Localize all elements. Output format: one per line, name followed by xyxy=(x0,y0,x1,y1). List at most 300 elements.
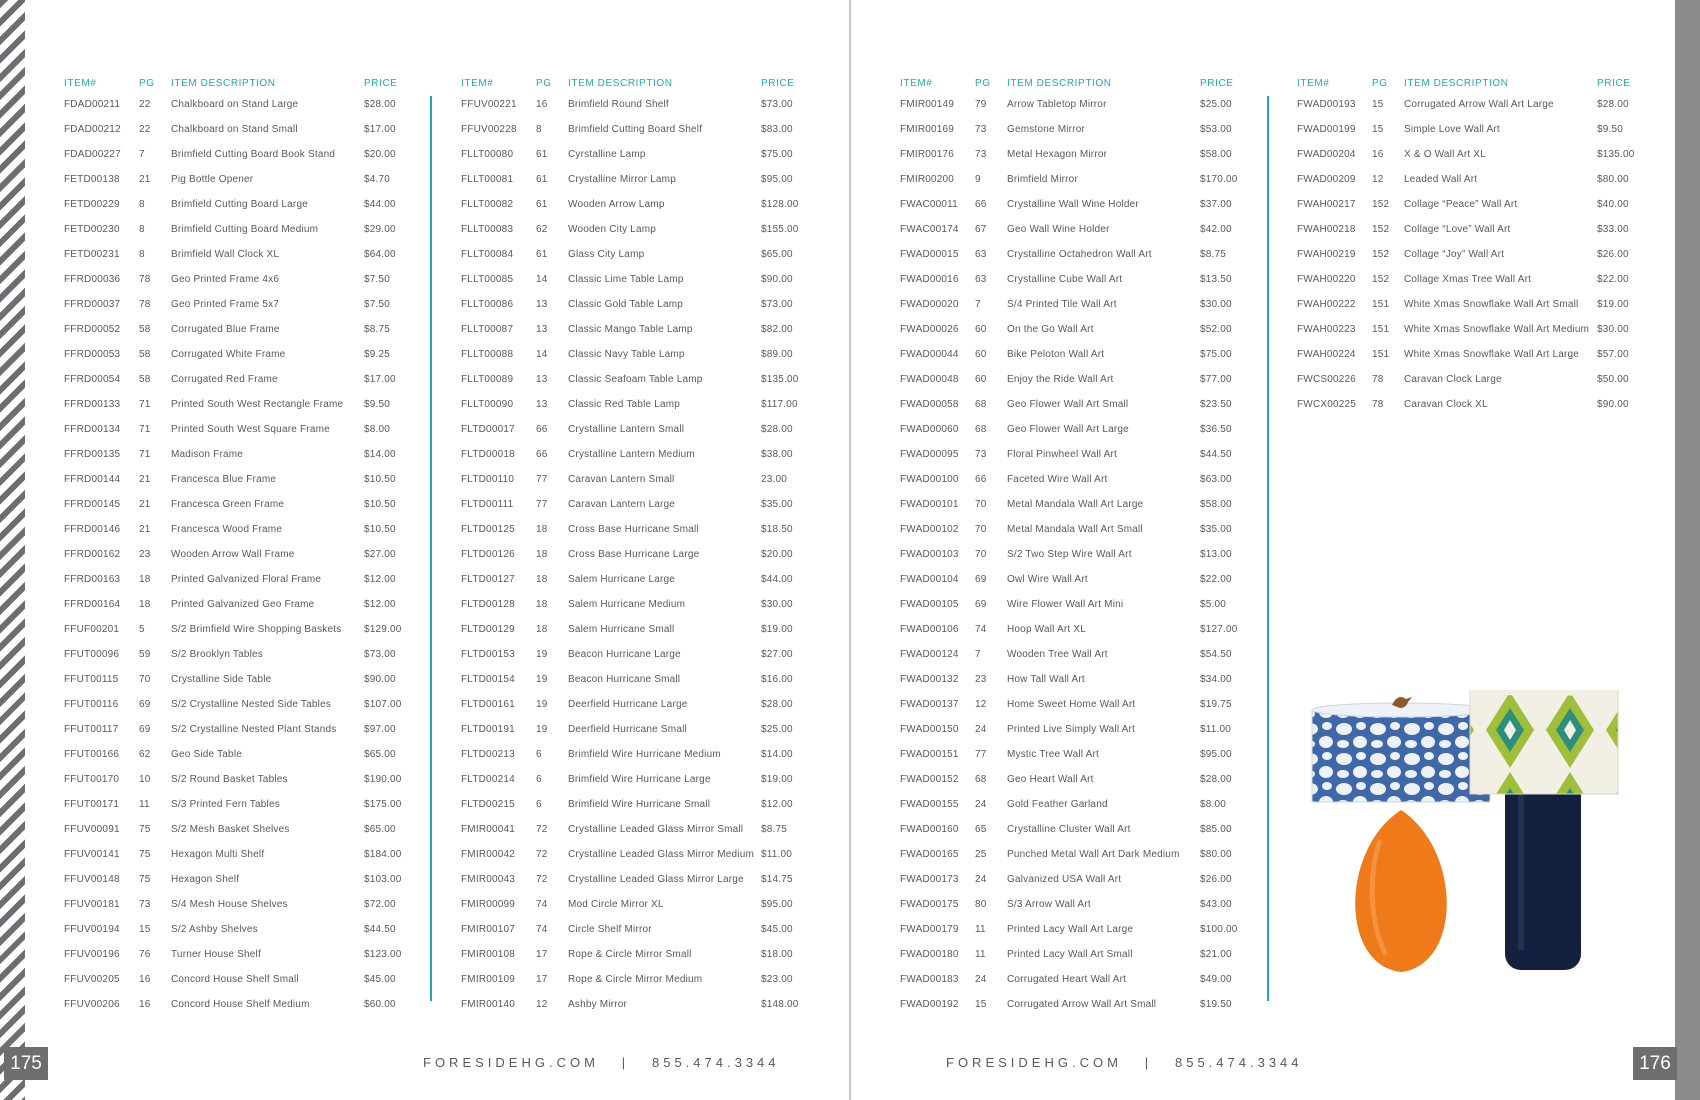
item-description: Geo Wall Wine Holder xyxy=(1007,224,1110,235)
page-ref: 13 xyxy=(536,299,548,310)
item-price: $30.00 xyxy=(1200,299,1232,310)
item-description: Geo Heart Wall Art xyxy=(1007,774,1094,785)
item-description: Wooden Tree Wall Art xyxy=(1007,649,1108,660)
item-number: FLLT00083 xyxy=(461,224,514,235)
table-row xyxy=(900,492,1255,517)
item-description: S/2 Two Step Wire Wall Art xyxy=(1007,549,1132,560)
item-price: $28.00 xyxy=(761,699,793,710)
item-price: $148.00 xyxy=(761,999,799,1010)
item-price: $54.50 xyxy=(1200,649,1232,660)
item-description: Metal Mandala Wall Art Large xyxy=(1007,499,1144,510)
item-description: Cross Base Hurricane Large xyxy=(568,549,700,560)
item-number: FWAH00219 xyxy=(1297,249,1356,260)
item-price: $19.00 xyxy=(761,774,793,785)
table-row xyxy=(461,867,816,892)
table-row xyxy=(900,292,1255,317)
page-ref: 6 xyxy=(536,799,542,810)
item-number: FLLT00086 xyxy=(461,299,514,310)
page-ref: 72 xyxy=(536,874,548,885)
item-number: FLTD00129 xyxy=(461,624,515,635)
item-price: $28.00 xyxy=(761,424,793,435)
table-row xyxy=(900,717,1255,742)
table-row xyxy=(900,342,1255,367)
item-number: FLLT00088 xyxy=(461,349,514,360)
item-description: Chalkboard on Stand Small xyxy=(171,124,298,135)
item-number: FWAH00224 xyxy=(1297,349,1356,360)
item-number: FFUT00115 xyxy=(64,674,119,685)
item-number: FWAD00106 xyxy=(900,624,959,635)
item-price: $8.00 xyxy=(1200,799,1227,810)
table-row xyxy=(900,367,1255,392)
page-ref: 6 xyxy=(536,749,542,760)
item-description: Caravan Clock Large xyxy=(1404,374,1502,385)
column-divider xyxy=(1267,96,1269,1001)
table-row xyxy=(461,217,816,242)
item-price: $8.75 xyxy=(364,324,391,335)
page-ref: 74 xyxy=(536,924,548,935)
item-description: Deerfield Hurricane Large xyxy=(568,699,688,710)
header-desc: ITEM DESCRIPTION xyxy=(1007,77,1112,89)
item-description: Madison Frame xyxy=(171,449,244,460)
item-description: S/2 Brooklyn Tables xyxy=(171,649,263,660)
item-description: Collage “Joy” Wall Art xyxy=(1404,249,1505,260)
item-description: Caravan Lantern Small xyxy=(568,474,675,485)
page-ref: 17 xyxy=(536,974,548,985)
table-row xyxy=(1297,167,1652,192)
item-price: $75.00 xyxy=(761,149,793,160)
page-ref: 70 xyxy=(975,524,987,535)
item-number: FFRD00133 xyxy=(64,399,121,410)
item-price: $45.00 xyxy=(364,974,396,985)
item-description: Crystalline Cluster Wall Art xyxy=(1007,824,1131,835)
table-row xyxy=(1297,217,1652,242)
item-price: $44.50 xyxy=(1200,449,1232,460)
item-description: Bike Peloton Wall Art xyxy=(1007,349,1105,360)
item-price: $9.25 xyxy=(364,349,391,360)
page-ref: 59 xyxy=(139,649,151,660)
table-row xyxy=(64,367,419,392)
item-number: FWAD00150 xyxy=(900,724,959,735)
item-description: S/2 Round Basket Tables xyxy=(171,774,288,785)
page-ref: 25 xyxy=(975,849,987,860)
item-description: Crystalline Mirror Lamp xyxy=(568,174,676,185)
table-row xyxy=(1297,142,1652,167)
table-row xyxy=(900,842,1255,867)
page-ref: 61 xyxy=(536,149,548,160)
item-description: Brimfield Wire Hurricane Large xyxy=(568,774,711,785)
item-description: Classic Mango Table Lamp xyxy=(568,324,693,335)
item-description: Geo Flower Wall Art Small xyxy=(1007,399,1129,410)
item-price: $44.50 xyxy=(364,924,396,935)
item-description: Printed Galvanized Floral Frame xyxy=(171,574,322,585)
table-row xyxy=(64,917,419,942)
item-description: S/2 Crystalline Nested Plant Stands xyxy=(171,724,337,735)
table-row xyxy=(64,417,419,442)
item-number: FLTD00126 xyxy=(461,549,515,560)
page-ref: 18 xyxy=(536,574,548,585)
page-ref: 13 xyxy=(536,324,548,335)
item-price: $12.00 xyxy=(364,599,396,610)
page-ref: 6 xyxy=(536,774,542,785)
table-row xyxy=(64,392,419,417)
header-pg: PG xyxy=(1372,77,1388,89)
table-row xyxy=(64,142,419,167)
item-number: FDAD00227 xyxy=(64,149,121,160)
page-ref: 62 xyxy=(536,224,548,235)
page-ref: 15 xyxy=(1372,99,1384,110)
item-description: Printed Galvanized Geo Frame xyxy=(171,599,315,610)
item-price: $22.00 xyxy=(1200,574,1232,585)
item-number: FFRD00146 xyxy=(64,524,121,535)
table-row xyxy=(900,567,1255,592)
item-description: Metal Mandala Wall Art Small xyxy=(1007,524,1143,535)
page-ref: 22 xyxy=(139,99,151,110)
item-price: $13.50 xyxy=(1200,274,1232,285)
item-price: $19.50 xyxy=(1200,999,1232,1010)
item-description: Crystalline Lantern Medium xyxy=(568,449,695,460)
page-ref: 11 xyxy=(975,949,986,960)
item-price: $19.00 xyxy=(1597,299,1629,310)
table-row xyxy=(900,542,1255,567)
orange-lamp xyxy=(1312,697,1490,972)
table-row xyxy=(64,442,419,467)
item-price: $75.00 xyxy=(1200,349,1232,360)
page-ref: 80 xyxy=(975,899,987,910)
item-description: S/2 Brimfield Wire Shopping Baskets xyxy=(171,624,342,635)
footer-website: FORESIDEHG.COM xyxy=(423,1055,599,1070)
page-ref: 58 xyxy=(139,349,151,360)
item-number: FWAD00204 xyxy=(1297,149,1356,160)
item-description: Crystalline Leaded Glass Mirror Small xyxy=(568,824,744,835)
item-description: S/2 Crystalline Nested Side Tables xyxy=(171,699,332,710)
item-price: $23.00 xyxy=(761,974,793,985)
item-number: FLTD00128 xyxy=(461,599,515,610)
page-ref: 23 xyxy=(139,549,151,560)
page-ref: 8 xyxy=(139,249,145,260)
column-divider xyxy=(430,96,432,1001)
item-price: $17.00 xyxy=(364,374,396,385)
item-description: Crystalline Leaded Glass Mirror Large xyxy=(568,874,744,885)
item-number: FFUV00181 xyxy=(64,899,120,910)
item-number: FWAD00152 xyxy=(900,774,959,785)
item-number: FLLT00085 xyxy=(461,274,514,285)
header-item: ITEM# xyxy=(900,77,933,89)
item-description: Arrow Tabletop Mirror xyxy=(1007,99,1107,110)
page-ref: 69 xyxy=(139,724,151,735)
page-ref: 5 xyxy=(139,624,145,635)
table-row xyxy=(64,592,419,617)
table-row xyxy=(461,92,816,117)
page-ref: 13 xyxy=(536,399,548,410)
item-number: FWAD00155 xyxy=(900,799,959,810)
table-row xyxy=(900,667,1255,692)
item-price: $190.00 xyxy=(364,774,402,785)
table-row xyxy=(461,242,816,267)
item-number: FLTD00018 xyxy=(461,449,515,460)
table-row xyxy=(1297,117,1652,142)
item-price: $128.00 xyxy=(761,199,799,210)
item-number: FDAD00211 xyxy=(64,99,121,110)
item-price: $155.00 xyxy=(761,224,799,235)
page-ref: 65 xyxy=(975,824,987,835)
item-price: $10.50 xyxy=(364,474,396,485)
item-price: $127.00 xyxy=(1200,624,1238,635)
column-header xyxy=(900,75,1255,91)
item-price: $25.00 xyxy=(1200,99,1232,110)
item-description: Gold Feather Garland xyxy=(1007,799,1108,810)
table-row xyxy=(1297,317,1652,342)
item-description: Collage “Peace” Wall Art xyxy=(1404,199,1518,210)
item-number: FMIR00099 xyxy=(461,899,516,910)
header-price: PRICE xyxy=(364,77,398,89)
page-ref: 18 xyxy=(536,599,548,610)
item-price: $45.00 xyxy=(761,924,793,935)
page-ref: 14 xyxy=(536,274,548,285)
item-description: Crystalline Lantern Small xyxy=(568,424,685,435)
item-price: $90.00 xyxy=(364,674,396,685)
table-row xyxy=(900,92,1255,117)
item-description: Gemstone Mirror xyxy=(1007,124,1086,135)
item-number: FFUV00194 xyxy=(64,924,120,935)
stripe-border-left xyxy=(0,0,25,1100)
page-ref: 24 xyxy=(975,874,987,885)
column-header xyxy=(64,75,419,91)
page-ref: 66 xyxy=(536,449,548,460)
table-row xyxy=(64,267,419,292)
page-ref: 23 xyxy=(975,674,987,685)
item-number: FMIR00107 xyxy=(461,924,516,935)
item-price: $8.75 xyxy=(761,824,788,835)
header-desc: ITEM DESCRIPTION xyxy=(171,77,276,89)
item-description: Francesca Green Frame xyxy=(171,499,285,510)
item-number: FLTD00111 xyxy=(461,499,514,510)
page-ref: 58 xyxy=(139,374,151,385)
price-column-4 xyxy=(1297,75,1652,417)
header-price: PRICE xyxy=(761,77,795,89)
table-row xyxy=(900,617,1255,642)
item-price: $60.00 xyxy=(364,999,396,1010)
page-ref: 8 xyxy=(536,124,542,135)
page-ref: 76 xyxy=(139,949,151,960)
item-number: FWCX00225 xyxy=(1297,399,1357,410)
item-number: FLTD00154 xyxy=(461,674,515,685)
item-description: Rope & Circle Mirror Medium xyxy=(568,974,703,985)
table-row xyxy=(461,142,816,167)
item-description: Geo Side Table xyxy=(171,749,242,760)
item-number: FMIR00043 xyxy=(461,874,516,885)
table-row xyxy=(1297,192,1652,217)
item-price: $53.00 xyxy=(1200,124,1232,135)
page-ref: 18 xyxy=(536,524,548,535)
item-number: FWAD00100 xyxy=(900,474,959,485)
header-pg: PG xyxy=(975,77,991,89)
page-ref: 16 xyxy=(139,999,151,1010)
item-price: $19.00 xyxy=(761,624,793,635)
table-row xyxy=(1297,392,1652,417)
item-number: FWAD00199 xyxy=(1297,124,1356,135)
item-price: $90.00 xyxy=(1597,399,1629,410)
page-ref: 152 xyxy=(1372,249,1390,260)
page-number-right: 176 xyxy=(1633,1047,1677,1080)
page-ref: 78 xyxy=(139,299,151,310)
item-number: FWAD00101 xyxy=(900,499,959,510)
header-price: PRICE xyxy=(1200,77,1234,89)
item-description: Wooden City Lamp xyxy=(568,224,657,235)
item-price: $26.00 xyxy=(1597,249,1629,260)
item-description: Corrugated Arrow Wall Art Large xyxy=(1404,99,1554,110)
item-price: $72.00 xyxy=(364,899,396,910)
page-ref: 12 xyxy=(1372,174,1384,185)
item-number: FFUT00170 xyxy=(64,774,120,785)
table-row xyxy=(1297,92,1652,117)
item-description: White Xmas Snowflake Wall Art Small xyxy=(1404,299,1579,310)
stripe-border-right xyxy=(1675,0,1700,1100)
item-price: $50.00 xyxy=(1597,374,1629,385)
item-number: FETD00138 xyxy=(64,174,120,185)
item-description: How Tall Wall Art xyxy=(1007,674,1085,685)
item-price: $97.00 xyxy=(364,724,396,735)
item-number: FLTD00213 xyxy=(461,749,515,760)
item-price: $36.50 xyxy=(1200,424,1232,435)
table-row xyxy=(461,692,816,717)
item-price: $29.00 xyxy=(364,224,396,235)
page-spine xyxy=(849,0,851,1100)
item-number: FFRD00145 xyxy=(64,499,121,510)
item-number: FWAD00209 xyxy=(1297,174,1356,185)
item-description: Geo Flower Wall Art Large xyxy=(1007,424,1129,435)
item-number: FWAD00137 xyxy=(900,699,959,710)
table-row xyxy=(1297,292,1652,317)
page-ref: 77 xyxy=(536,499,548,510)
item-number: FWAD00016 xyxy=(900,274,959,285)
item-price: $18.00 xyxy=(761,949,793,960)
item-description: Beacon Hurricane Large xyxy=(568,649,681,660)
page-ref: 78 xyxy=(1372,399,1384,410)
item-number: FWAD00179 xyxy=(900,924,959,935)
table-row xyxy=(461,317,816,342)
page-ref: 73 xyxy=(975,449,987,460)
item-number: FWAD00048 xyxy=(900,374,959,385)
item-price: $63.00 xyxy=(1200,474,1232,485)
item-number: FWAD00103 xyxy=(900,549,959,560)
item-number: FFUT00117 xyxy=(64,724,119,735)
price-column-2 xyxy=(461,75,816,1017)
lamps-product-image xyxy=(1300,690,1640,980)
table-row xyxy=(461,192,816,217)
page-ref: 66 xyxy=(975,199,987,210)
item-price: $65.00 xyxy=(364,749,396,760)
item-description: Metal Hexagon Mirror xyxy=(1007,149,1108,160)
table-row xyxy=(461,417,816,442)
header-item: ITEM# xyxy=(1297,77,1330,89)
table-row xyxy=(64,542,419,567)
item-number: FFRD00134 xyxy=(64,424,121,435)
page-ref: 12 xyxy=(975,699,987,710)
item-price: $8.75 xyxy=(1200,249,1227,260)
column-header xyxy=(461,75,816,91)
item-description: Brimfield Cutting Board Book Stand xyxy=(171,149,336,160)
item-description: Corrugated White Frame xyxy=(171,349,286,360)
item-price: $11.00 xyxy=(1200,724,1232,735)
item-description: Mystic Tree Wall Art xyxy=(1007,749,1099,760)
item-description: Mod Circle Mirror XL xyxy=(568,899,664,910)
item-number: FWAD00173 xyxy=(900,874,959,885)
item-description: Hexagon Shelf xyxy=(171,874,240,885)
item-number: FMIR00042 xyxy=(461,849,516,860)
item-number: FWAD00175 xyxy=(900,899,959,910)
item-price: $13.00 xyxy=(1200,549,1232,560)
table-row xyxy=(461,892,816,917)
item-description: S/4 Printed Tile Wall Art xyxy=(1007,299,1117,310)
item-price: $90.00 xyxy=(761,274,793,285)
page-ref: 18 xyxy=(536,549,548,560)
item-price: $117.00 xyxy=(761,399,798,410)
item-price: $184.00 xyxy=(364,849,402,860)
table-row xyxy=(900,992,1255,1017)
table-row xyxy=(461,292,816,317)
item-description: Circle Shelf Mirror xyxy=(568,924,652,935)
item-description: White Xmas Snowflake Wall Art Large xyxy=(1404,349,1580,360)
item-price: $82.00 xyxy=(761,324,793,335)
page-ref: 19 xyxy=(536,699,548,710)
item-price: $35.00 xyxy=(1200,524,1232,535)
footer-right xyxy=(946,1055,1303,1070)
item-description: Turner House Shelf xyxy=(171,949,261,960)
item-description: Enjoy the Ride Wall Art xyxy=(1007,374,1114,385)
item-price: $12.00 xyxy=(761,799,793,810)
item-description: Faceted Wire Wall Art xyxy=(1007,474,1108,485)
page-ref: 73 xyxy=(975,124,987,135)
item-number: FFUT00171 xyxy=(64,799,120,810)
header-pg: PG xyxy=(536,77,552,89)
item-number: FWAH00223 xyxy=(1297,324,1356,335)
page-ref: 13 xyxy=(536,374,548,385)
item-price: $19.75 xyxy=(1200,699,1232,710)
table-row xyxy=(64,492,419,517)
item-description: Crystalline Side Table xyxy=(171,674,272,685)
table-row xyxy=(900,792,1255,817)
item-number: FFRD00052 xyxy=(64,324,121,335)
table-row xyxy=(64,667,419,692)
page-ref: 24 xyxy=(975,724,987,735)
table-row xyxy=(900,742,1255,767)
item-description: Corrugated Red Frame xyxy=(171,374,278,385)
item-description: Brimfield Mirror xyxy=(1007,174,1078,185)
item-price: $65.00 xyxy=(364,824,396,835)
item-price: $95.00 xyxy=(761,174,793,185)
table-row xyxy=(64,217,419,242)
item-number: FFUV00148 xyxy=(64,874,120,885)
page-ref: 18 xyxy=(139,574,151,585)
item-price: $175.00 xyxy=(364,799,402,810)
page-ref: 61 xyxy=(536,174,548,185)
page-ref: 8 xyxy=(139,199,145,210)
table-row xyxy=(461,992,816,1017)
item-description: Glass City Lamp xyxy=(568,249,645,260)
item-description: Salem Hurricane Medium xyxy=(568,599,686,610)
table-row xyxy=(900,517,1255,542)
item-number: FFRD00163 xyxy=(64,574,121,585)
item-price: $28.00 xyxy=(1597,99,1629,110)
item-description: Crystalline Leaded Glass Mirror Medium xyxy=(568,849,754,860)
item-description: Salem Hurricane Large xyxy=(568,574,676,585)
item-price: $43.00 xyxy=(1200,899,1232,910)
table-row xyxy=(900,767,1255,792)
item-price: $58.00 xyxy=(1200,149,1232,160)
item-price: $5.00 xyxy=(1200,599,1227,610)
page-ref: 72 xyxy=(536,849,548,860)
item-price: $34.00 xyxy=(1200,674,1232,685)
